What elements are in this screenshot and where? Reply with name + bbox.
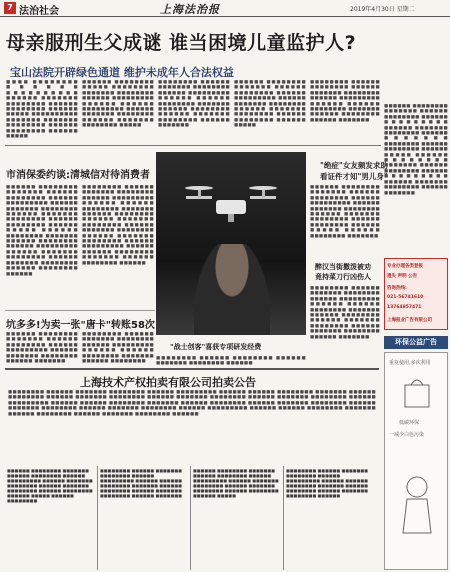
consumer-body-col2: ■■■■■■■■ ■■■■■■ ■■■■■■■ ■■■■■■■■ ■■■■■■ ■■■■■■■■■ ■■■■■■ ■■■■■■ ■■■■■■■■ ■■■■■■■ ■■■■■■ ■■■■■■■■ ■■■■■■ ■■■■■■■ ■■■■■■■■ ■■■■■■ ■■■■■■■ ■■■■■■■■ ■■■■■■ ■■■■■■■ ■■■■■■■■ ■■■■■■ ■■■■■■■■■ ■■■■■■ ■■■■■■ ■■■■■■■■ ■■■■■■■ ■■■■■■ ■■■■■■■■ ■■■■■■ — [82, 185, 154, 266]
drone-headline-line1: "绝症"女友频发求助 — [320, 161, 388, 170]
classified-ad — [384, 258, 448, 330]
police-headline-line2: 竟持菜刀行凶伤人 — [315, 273, 371, 281]
paper-logo: 上海法治报 — [160, 3, 220, 16]
charity-ad — [384, 352, 448, 570]
lead-headline: 母亲服刑生父成谜 谁当困境儿童监护人? — [6, 32, 357, 54]
ad-line: 咨询热线: — [387, 286, 407, 291]
auction-lot: ■■■■■■ ■■■■■■■■ ■■■■■■■ ■■■■■■ ■■■■■■■■ ■■■■■■ ■■■■■■■■■ ■■■■■■ ■■■■■■■ ■■■■■■■■ ■■■■■■ ■■■■■■■ ■■■■■■■■ ■■■■■■ ■■■■■■■■ ■■■■■■ ■■■■■ — [191, 466, 284, 570]
rent-body-col1: ■■■■■■ ■■■■■■■■ ■■■■■■■ ■■■■■■ ■■■■■■■■ ■■■■■■ ■■■■■■■■■ ■■■■■■ ■■■■■■■ ■■■■■■■■ ■■■■■■ ■■■■■■■ — [6, 332, 78, 364]
issue-date: 2019年4月30日 星期二 — [350, 6, 415, 13]
rent-headline: 坑多多!为卖一张"唐卡"转账58次 — [6, 320, 155, 331]
drone-headline-line2: 看证件才知"男儿身" — [320, 172, 388, 181]
auction-lot: ■■■■■■■■ ■■■■■■ ■■■■■■■ ■■■■■■■■ ■■■■■■ ■■■■■■■■■ ■■■■■■ ■■■■■■ ■■■■■■■■ ■■■■■■■ ■■■■■■ ■■■■■■■■ ■■■■■■ ■■■■■■■ ■■■■■■■■ ■■■■■■ — [286, 468, 368, 498]
photo-caption: "战士创客"喜获专项研发经费 — [170, 343, 262, 351]
lead-body-col2: ■■■■■■ ■■■■■■■■ ■■■■■ ■■■■■■■■ ■■■■■■■ ■■■■■■■■ ■■■■■■ ■■■■■■■■■ ■■■■■■ ■■■■■■ ■■■■■■■■■ ■■■■■■ ■■■■■■■ ■■■■■■■■ ■■■■■■ ■■■■■■■ ■■■■■■■■ ■■■■■ — [82, 80, 154, 129]
section-name: 法治社会 — [19, 6, 59, 17]
auction-lot: ■■■■■■ ■■■■■■■■ ■■■■■■■ ■■■■■■ ■■■■■■■■ ■■■■■■ ■■■■■■■■■ ■■■■■■ ■■■■■■■ ■■■■■■■■ ■■■■■■ ■■■■■■■ ■■■■■■■■ ■■■■■■ ■■■■■■■■ ■■■■■■ ■■■■■ ■■■■■■ ■■■■■■■■ — [5, 466, 98, 570]
story-divider — [5, 310, 155, 311]
section-divider — [5, 145, 381, 146]
charity-line: 低碳环保 — [399, 420, 420, 426]
ad-section-title: 环保公益广告 — [384, 336, 448, 349]
drone-body: ■■■■■■ ■■■■■■■■ ■■■■■■■ ■■■■■■ ■■■■■■■■ ■■■■■■ ■■■■■■■■■ ■■■■■■ ■■■■■■■ ■■■■■■■■ ■■■■■■ ■■■■■■■ ■■■■■■■■ ■■■■■■ ■■■■■■■■ ■■■■■■ ■■■■■ ■■■■■■ ■■■■■■■■ ■■■■■■■ — [310, 185, 380, 239]
ad-line: 专业办理各类登报 — [387, 264, 423, 269]
auction-lot-grid — [5, 466, 379, 570]
drone-icon — [178, 182, 284, 232]
rent-body-col2: ■■■■■■■■ ■■■■■■ ■■■■■■■ ■■■■■■■■ ■■■■■■ ■■■■■■■■■ ■■■■■■ ■■■■■■ ■■■■■■■■ ■■■■■■■ ■■■■■■ ■■■■■■■■ — [82, 332, 154, 364]
shopping-bag-icon — [397, 371, 437, 411]
photo-caption-body: ■■■■■■■■ ■■■■■■ ■■■■■■■■ ■■■■■■ ■■■■■■■ ■■■■■■■■ ■■■■■■ — [156, 356, 306, 366]
drone-photo — [156, 152, 306, 335]
consumer-headline: 市消保委约谈:清城信对待消费者 — [6, 170, 150, 181]
ad-line: 021-56741610 — [387, 295, 424, 300]
charity-line: 一减少白色污染 — [389, 432, 425, 438]
ad-line: 遗失 声明 公告 — [387, 274, 418, 279]
consumer-body-col1: ■■■■■■ ■■■■■■■■ ■■■■■■■ ■■■■■■ ■■■■■■■■ ■■■■■■ ■■■■■■■■■ ■■■■■■ ■■■■■■■ ■■■■■■■■ ■■■■■■ ■■■■■■■ ■■■■■■■■ ■■■■■■ ■■■■■■■■ ■■■■■■ ■■■■■ ■■■■■■ ■■■■■■■■ ■■■■■■■ ■■■■■■ ■■■■■■■■ ■■■■■■ ■■■■■■■■■ ■■■■■■ ■■■■■■■ ■■■■■■■■ ■■■■■■ ■■■■■■■ ■■■■■■■■ ■■■■■■ ■■■■■■■■ ■■■■■■ — [6, 185, 78, 277]
lead-body-col5: ■■■■■■■■ ■■■■■■ ■■■■■■■■ ■■■■■■ ■■■■■■■ ■■■■■■■■ ■■■■■■ ■■■■■■■■■ ■■■■■■ ■■■■■■ ■■■■■■■■ ■■■■■■■ ■■■■■■ ■■■■■■■■ ■■■■■■ ■■■■■■■ — [310, 80, 380, 123]
auction-title: 上海技术产权拍卖有限公司拍卖公告 — [80, 376, 256, 389]
masthead — [0, 0, 450, 17]
auction-intro: ■■■■■■■■ ■■■■■■ ■■■■■■■ ■■■■■■■■ ■■■■■■ ■■■■■■■■■ ■■■■■■ ■■■■■■ ■■■■■■■■ ■■■■■■■ ■■■■■■ ■■■■■■■■ ■■■■■■ ■■■■■■■ ■■■■■■■■ ■■■■■■ ■■■■■■■ ■■■■■■■■ ■■■■■■ ■■■■■■■ ■■■■■■■■ ■■■■■■ ■■■■■■■■■ ■■■■■■ ■■■■■■ ■■■■■■■■ ■■■■■■■ ■■■■■■ ■■■■■■■■ ■■■■■■ ■■■■■■■ ■■■■■■■■ ■■■■■■ ■■■■■■■ ■■■■■■■■ ■■■■■■ ■■■■■■■ ■■■■■■■■ ■■■■■■ ■■■■■■■■■ ■■■■■■ ■■■■■■ ■■■■■■■■ ■■■■■■■ ■■■■■■ ■■■■■■■■ ■■■■■■ ■■■■■■■ ■■■■■■■■ ■■■■■■ — [8, 390, 376, 417]
ad-line: 13764857471 — [387, 305, 422, 310]
lead-body-col4: ■■■■■■ ■■■■■■■■ ■■■■■■■ ■■■■■■ ■■■■■■■■ ■■■■■■ ■■■■■■■■■ ■■■■■■ ■■■■■■■ ■■■■■■■■ ■■■■■■ ■■■■■■■ ■■■■■■■■ ■■■■■■ ■■■■■■■■ ■■■■■■ ■■■■■ — [234, 80, 306, 129]
lead-body-col3: ■■■■■■■■ ■■■■■■ ■■■■■■■ ■■■■■■■■ ■■■■■■ ■■■■■■■■■ ■■■■■■ ■■■■■■ ■■■■■■■■ ■■■■■■■ ■■■■■■ ■■■■■■■■ ■■■■■■ ■■■■■■■ ■■■■■■■■ ■■■■■■ ■■■■■■■ — [158, 80, 230, 129]
lead-subhead: 宝山法院开辟绿色通道 维护未成年人合法权益 — [10, 66, 234, 79]
auction-lot: ■■■■■■■■ ■■■■■■ ■■■■■■■ ■■■■■■■■ ■■■■■■ ■■■■■■■■■ ■■■■■■ ■■■■■■ ■■■■■■■■ ■■■■■■■ ■■■■■■ ■■■■■■■■ ■■■■■■ ■■■■■■■ ■■■■■■■■ ■■■■■■ ■■■■■■■ — [98, 466, 191, 570]
ad-line: 上海报业广告有限公司 — [387, 318, 432, 323]
cartoon-figure-icon — [395, 473, 439, 543]
charity-line: 重复使用,多次利用 — [389, 360, 431, 366]
right-col-body: ■■■■■■ ■■■■■■■■ ■■■■■■■ ■■■■■■ ■■■■■■■■ ■■■■■■ ■■■■■■■■■ ■■■■■■ ■■■■■■■ ■■■■■■■■ ■■■■■■ ■■■■■■■ ■■■■■■■■ ■■■■■■ ■■■■■■■■ ■■■■■■ ■■■■■ ■■■■■■ ■■■■■■■■ ■■■■■■■ ■■■■■■ ■■■■■■■■ ■■■■■■ ■■■■■■■■■ ■■■■■■ ■■■■■■■ ■■■■■■■■ ■■■■■■ ■■■■■■■ — [384, 104, 448, 196]
section-tag-icon: 7 — [4, 2, 16, 14]
police-body: ■■■■■■■■ ■■■■■■ ■■■■■■■ ■■■■■■■■ ■■■■■■ ■■■■■■■■■ ■■■■■■ ■■■■■■ ■■■■■■■■ ■■■■■■■ ■■■■■■ ■■■■■■■■ ■■■■■■ ■■■■■■■ ■■■■■■■■ ■■■■■■ ■■■■■■■ ■■■■■■■■ ■■■■■■ ■■■■■■■ — [310, 286, 380, 340]
lead-body-col1: ■■■■ ■■■■■■■■ ■■■■■■ ■■■■■■■■■■ ■■■■■■ ■■■■■■■ ■■■■■■■■ ■■■■■■ ■■■■■■■■ ■■■■■■ ■■■■■ ■■■■■■■■■■ ■■■■■■■ ■■■■■■■ ■■■■■■■■ ■■■■■■ ■■■■■■■■ ■■■■■■ ■■■■■ — [6, 80, 78, 140]
police-headline-line1: 醉汉当街撒泼被劝 — [315, 263, 371, 271]
